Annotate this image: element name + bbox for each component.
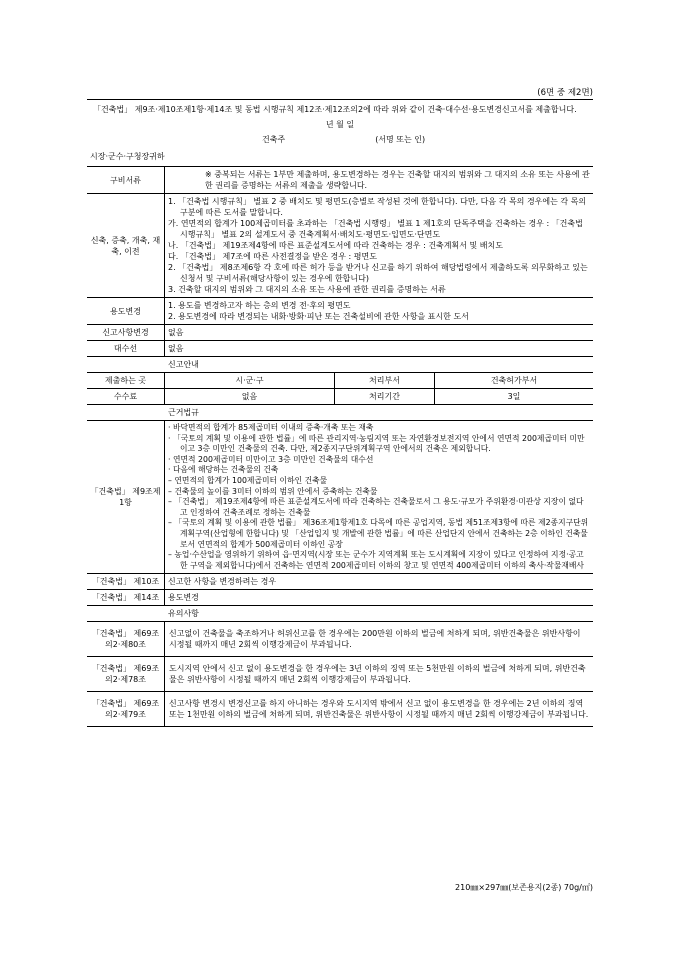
list-item: – 건축물의 높이를 3미터 이하의 범위 안에서 증축하는 건축물	[168, 486, 378, 496]
list-item: – 연면적의 합계가 100제곱미터 이하인 건축물	[168, 475, 328, 485]
art10-label: 「건축법」 제10조	[87, 574, 165, 589]
notice-row	[87, 692, 593, 727]
report-change-row	[87, 325, 593, 341]
report-form	[87, 99, 593, 727]
page-number: (6면 중 제2면)	[537, 88, 593, 98]
list-item: 다. 「건축법」 제7조에 따른 사전결정을 받은 경우 : 평면도	[168, 252, 377, 261]
list-item: – 「국토의 계획 및 이용에 관한 법률」 제36조제1항제1호 다목에 따른 공업지역, 동법 제51조제3항에 따른 제2종지구단위계획구역(산업형에 한합니다) 및 「산업입지 및 개발에 관한 법률」에 따른 산업단지 안에서 건축하는 2층 이하인 건축물로서 연면적의 합계가 500제곱미터 이하인 공장	[168, 518, 589, 549]
list-item: · 「국토의 계획 및 이용에 관한 법률」에 따른 관리지역·농림지역 또는 자연환경보전지역 안에서 연면적 200제곱미터 미만이고 3층 미만인 건축물의 건축. 다만, 제2종지구단위계획구역 안에서의 건축은 제외합니다.	[168, 433, 585, 454]
intro-text: 「건축법」 제9조·제10조제1항·제14조 및 동법 시행규칙 제12조·제12조의2에 따라 위와 같이 건축·대수선·용도변경신고서를 제출합니다.	[93, 105, 577, 114]
paper-spec: 210㎜×297㎜(보존용지(2종) 70g/㎡)	[455, 883, 593, 892]
major-repair-value: 없음	[168, 344, 184, 353]
signature-label: (서명 또는 인)	[375, 135, 426, 144]
art9-list	[165, 421, 593, 573]
report-change-label: 신고사항변경	[87, 325, 165, 340]
new-build-label: 신축, 증축, 개축, 재축, 이전	[87, 194, 165, 297]
docs-label: 구비서류	[87, 167, 165, 193]
list-item: · 다음에 해당하는 건축물의 건축	[168, 465, 279, 475]
art14-value: 용도변경	[168, 593, 199, 603]
art9-row	[87, 421, 593, 574]
list-item: · 바닥면적의 합계가 85제곱미터 이내의 증축·개축 또는 재축	[168, 423, 374, 432]
list-item: 2. 「건축법」 제8조제6항 각 호에 따른 허가 등을 받거나 신고를 하기 위하여 해당법령에서 제출하도록 의무화하고 있는 신청서 및 구비서류(해당사항이 있는 경우에 한합니다)	[168, 263, 588, 283]
list-item: 3. 건축할 대지의 범위와 그 대지의 소유 또는 사용에 관한 권리를 증명하는 서류	[168, 285, 446, 294]
art9-label: 「건축법」 제9조제1항	[87, 421, 165, 573]
use-change-label: 용도변경	[87, 298, 165, 324]
new-build-row	[87, 194, 593, 298]
art14-label: 「건축법」 제14조	[87, 590, 165, 605]
period-label: 처리기간	[335, 389, 435, 404]
fee-label: 수수료	[87, 389, 165, 404]
guide-fee-row	[87, 389, 593, 405]
notices-title: 유의사항	[168, 609, 199, 619]
art10-row	[87, 574, 593, 590]
basis-title-row	[87, 405, 593, 421]
notice-text: 신고없이 건축물을 축조하거나 허위신고를 한 경우에는 200만원 이하의 벌금에 처하게 되며, 위반건축물은 위반사항이 시정될 때까지 매년 2회씩 이행강제금이 부과됩니다.	[169, 629, 581, 650]
guide-title-row	[87, 357, 593, 373]
notice-text: 신고사항 변경시 변경신고를 하지 아니하는 경우와 도시지역 밖에서 신고 없이 용도변경을 한 경우에는 2년 이하의 징역 또는 1천만원 이하의 벌금에 처하게 되며, 위반건축물은 위반사항이 시정될 때까지 매년 2회씩 이행강제금이 부과됩니다.	[169, 699, 589, 720]
notices-title-row	[87, 606, 593, 622]
notice-label: 「건축법」 제69조의2·제78조	[87, 657, 165, 691]
applicant-label: 건축주	[262, 135, 286, 144]
period-value: 3일	[507, 392, 521, 401]
list-item: 1. 용도를 변경하고자 하는 층의 변경 전·후의 평면도	[168, 301, 351, 310]
new-build-list	[165, 194, 593, 297]
guide-submit-row	[87, 373, 593, 389]
dept-value: 건축허가부서	[490, 376, 538, 385]
list-item: · 연면적 200제곱미터 미만이고 3층 미만인 건축물의 대수선	[168, 454, 374, 464]
use-change-row	[87, 298, 593, 325]
major-repair-row	[87, 341, 593, 357]
submit-value: 시·군·구	[165, 373, 335, 388]
docs-note: ※ 중복되는 서류는 1부만 제출하며, 용도변경하는 경우는 건축할 대지의 범위와 그 대지의 소유 또는 사용에 관한 권리를 증명하는 서류의 제출을 생략합니다.	[205, 170, 590, 190]
guide-title: 신고안내	[168, 360, 199, 369]
list-item: 가. 연면적의 합계가 100제곱미터를 초과하는 「건축법 시행령」 별표 1 제1호의 단독주택을 건축하는 경우 : 「건축법 시행규칙」 별표 2의 설계도서 중 건축계획서·배치도·평면도·입면도·단면도	[168, 219, 583, 239]
dept-label: 처리부서	[335, 373, 435, 388]
intro-section	[87, 100, 593, 167]
fee-value: 없음	[165, 389, 335, 404]
report-change-value: 없음	[168, 328, 184, 337]
major-repair-label: 대수선	[87, 341, 165, 356]
notice-label: 「건축법」 제69조의2·제79조	[87, 692, 165, 726]
art10-value: 신고한 사항을 변경하려는 경우	[168, 577, 277, 587]
list-item: – 농업·수산업을 영위하기 위하여 읍·면지역(시장 또는 군수가 지역계획 또는 도시계획에 지장이 있다고 인정하여 지정·공고한 구역을 제외합니다)에서 건축하는 연면적 200제곱미터 이하의 창고 및 연면적 400제곱미터 이하의 축사·작물재배사	[168, 550, 584, 570]
docs-row	[87, 167, 593, 194]
notice-label: 「건축법」 제69조의2·제80조	[87, 622, 165, 656]
art14-row	[87, 590, 593, 606]
notice-row	[87, 622, 593, 657]
list-item: – 「건축법」 제19조제4항에 따른 표준설계도서에 따라 건축하는 건축물로서 그 용도·규모가 주위환경·미관상 지장이 없다고 인정하여 건축조례로 정하는 건축물	[168, 497, 584, 517]
notice-text: 도시지역 안에서 신고 없이 용도변경을 한 경우에는 3년 이하의 징역 또는 5천만원 이하의 벌금에 처하게 되며, 위반건축물은 위반사항이 시정될 때까지 매년 2회씩 이행강제금이 부과됩니다.	[169, 664, 586, 685]
use-change-list	[165, 298, 593, 324]
submit-label: 제출하는 곳	[87, 373, 165, 388]
date-line: 년 월 일	[325, 120, 355, 129]
list-item: 1. 「건축법 시행규칙」 별표 2 중 배치도 및 평면도(층별로 작성된 것에 한합니다). 다만, 다음 각 목의 경우에는 각 목의 구분에 따른 도서를 말합니다.	[168, 197, 587, 217]
addressee: 시장·군수·구청장귀하	[90, 152, 165, 161]
basis-title: 근거법규	[168, 408, 199, 417]
notice-row	[87, 657, 593, 692]
list-item: 나. 「건축법」 제19조제4항에 따른 표준설계도서에 따라 건축하는 경우 : 건축계획서 및 배치도	[168, 241, 503, 250]
list-item: 2. 용도변경에 따라 변경되는 내화·방화·피난 또는 건축설비에 관한 사항을 표시한 도서	[168, 312, 469, 321]
